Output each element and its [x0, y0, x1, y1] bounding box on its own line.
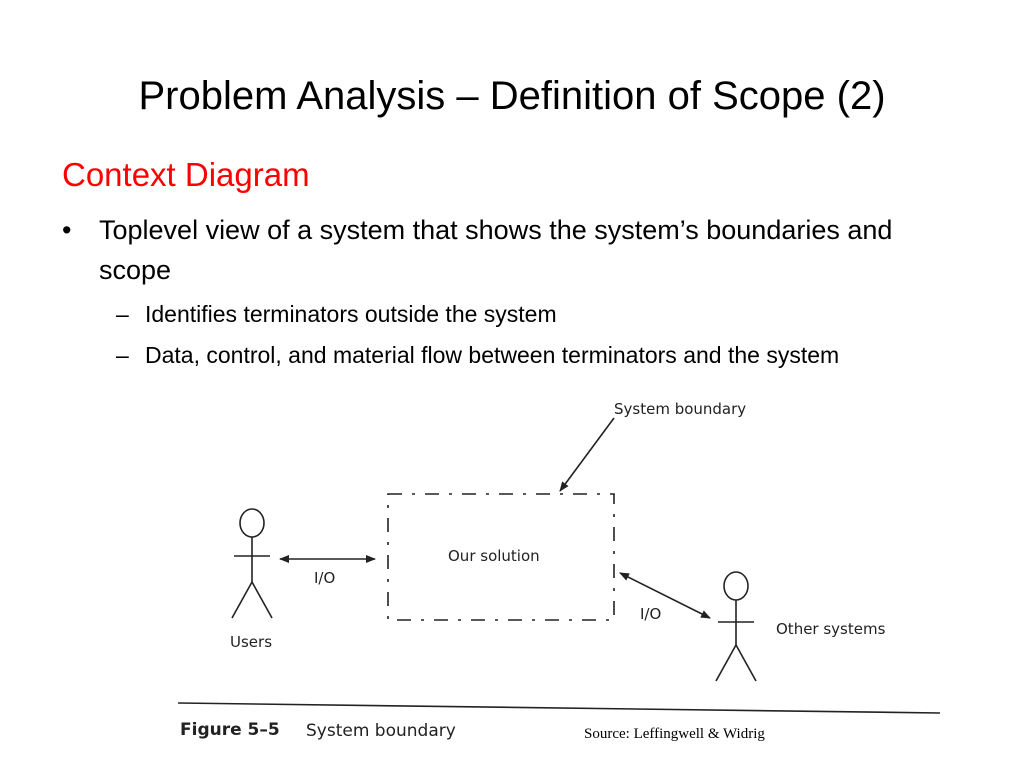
- sub-bullet-text-2: Data, control, and material flow between terminators and the system: [145, 342, 840, 368]
- slide-title: Problem Analysis – Definition of Scope (2): [138, 74, 886, 118]
- users-io-label: I/O: [314, 569, 336, 587]
- other-systems-io-arrow: [620, 573, 710, 618]
- boundary-pointer-arrow: [560, 418, 614, 491]
- bullet-text: Toplevel view of a system that shows the system’s boundaries and scope: [99, 215, 893, 285]
- figure-caption-number: Figure 5–5: [180, 720, 280, 740]
- our-solution-label: Our solution: [448, 547, 540, 565]
- other-systems-label: Other systems: [776, 620, 886, 638]
- section-heading: Context Diagram: [62, 156, 310, 193]
- users-label: Users: [230, 633, 273, 651]
- figure-caption-text: System boundary: [306, 721, 456, 741]
- bullet-symbol: •: [62, 215, 72, 245]
- source-credit: Source: Leffingwell & Widrig: [584, 726, 765, 742]
- caption-rule: [178, 703, 940, 713]
- sub-bullet-symbol-2: –: [116, 342, 129, 368]
- sub-bullet-text-1: Identifies terminators outside the system: [145, 301, 557, 327]
- users-actor-icon: [232, 509, 272, 618]
- system-boundary-label: System boundary: [614, 400, 747, 418]
- other-systems-actor-icon: [716, 572, 756, 681]
- other-systems-io-label: I/O: [640, 605, 662, 623]
- sub-bullet-symbol-1: –: [116, 301, 129, 327]
